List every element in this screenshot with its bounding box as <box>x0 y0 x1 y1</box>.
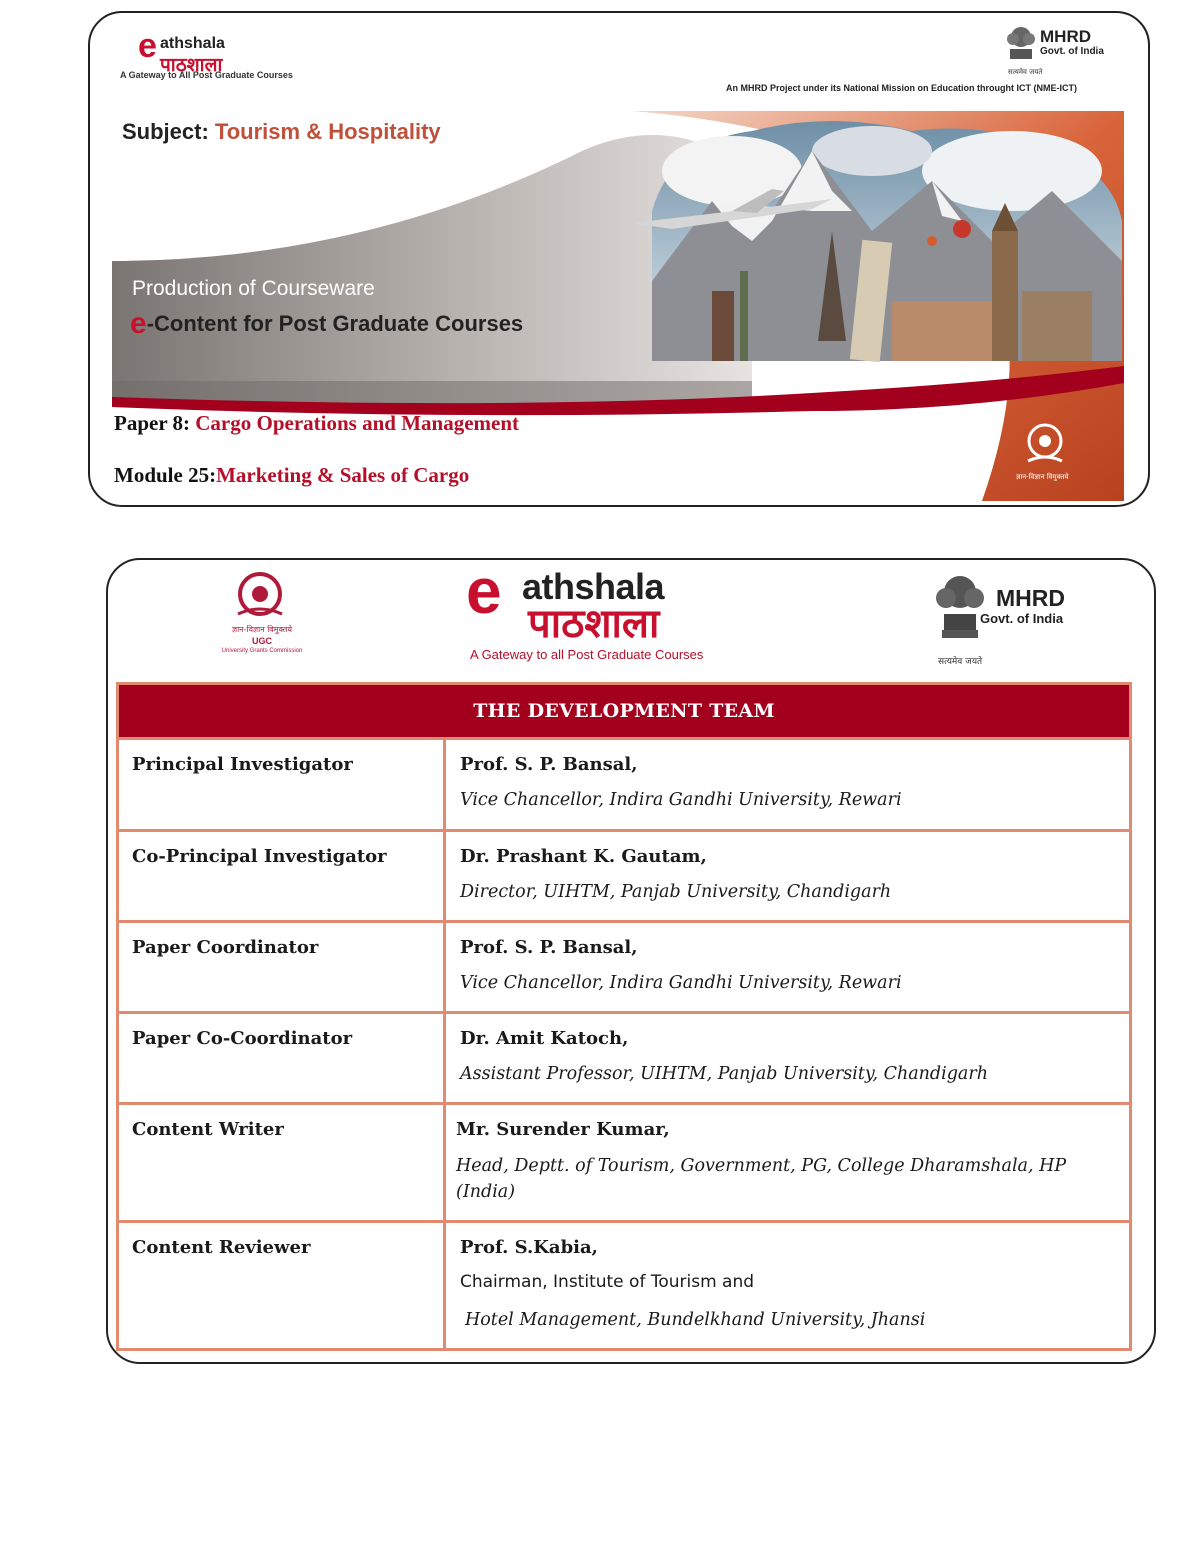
brand-tagline: A Gateway to All Post Graduate Courses <box>120 70 293 80</box>
table-row <box>118 922 1131 1013</box>
mhrd-title-large: MHRD <box>996 585 1065 611</box>
mhrd-motto-large: सत्यमेव जयते <box>938 657 983 667</box>
brand-name-hi-large: पाठशाला <box>528 602 660 646</box>
table-row <box>118 1013 1131 1104</box>
table-row <box>118 831 1131 922</box>
person-cell <box>445 1222 1131 1350</box>
emblem-icon <box>1004 23 1038 72</box>
econtent-text: -Content for Post Graduate Courses <box>146 311 524 336</box>
person-desc: Director, UIHTM, Panjab University, Chandigarh <box>460 882 892 902</box>
role-cell: Content Writer <box>118 1104 445 1222</box>
person-desc: Vice Chancellor, Indira Gandhi University, Rewari <box>460 973 902 993</box>
table-row <box>118 1222 1131 1350</box>
subject-value: Tourism & Hospitality <box>214 119 441 144</box>
team-heading: THE DEVELOPMENT TEAM <box>118 684 1131 739</box>
person-desc: Vice Chancellor, Indira Gandhi University, Rewari <box>460 790 902 810</box>
module-title: Marketing & Sales of Cargo <box>216 463 470 487</box>
brand-name-en-large: athshala <box>522 566 665 607</box>
table-row <box>118 739 1131 831</box>
project-line: An MHRD Project under its National Mission on Education throught ICT (NME-ICT) <box>726 83 1077 93</box>
role-cell: Paper Co-Coordinator <box>118 1013 445 1104</box>
subject-line <box>122 119 441 145</box>
econtent-line <box>130 307 523 341</box>
paper-label: Paper 8: <box>114 411 191 435</box>
person-name: Prof. S.Kabia, <box>460 1237 598 1258</box>
seal-caption: ज्ञान-विज्ञान विमुक्तये <box>1016 473 1069 481</box>
mhrd-subtitle: Govt. of India <box>1040 46 1104 57</box>
production-line: Production of Courseware <box>132 277 375 300</box>
subject-label: Subject: <box>122 119 209 144</box>
table-row <box>118 1104 1131 1222</box>
person-cell <box>445 1013 1131 1104</box>
ugc-hindi: ज्ञान-विज्ञान विमुक्तये <box>231 625 293 634</box>
person-name: Dr. Prashant K. Gautam, <box>460 846 707 867</box>
role-cell: Principal Investigator <box>118 739 445 831</box>
team-card <box>106 555 1156 1364</box>
person-cell <box>445 922 1131 1013</box>
epathshala-logo-large: e athshala पाठशाला <box>466 562 736 652</box>
ugc-full: University Grants Commission <box>221 648 303 654</box>
person-cell <box>445 739 1131 831</box>
person-name: Mr. Surender Kumar, <box>456 1119 670 1140</box>
person-desc: Chairman, Institute of Tourism and <box>460 1272 755 1292</box>
mhrd-motto: सत्यमेव जयते <box>1008 68 1043 76</box>
person-cell <box>445 831 1131 922</box>
person-desc: Assistant Professor, UIHTM, Panjab University, Chandigarh <box>460 1064 988 1084</box>
ugc-seal-icon <box>1020 423 1070 474</box>
module-line <box>114 463 469 488</box>
brand-name-en: athshala <box>160 35 225 52</box>
cover-banner <box>112 111 1124 501</box>
role-cell: Co-Principal Investigator <box>118 831 445 922</box>
brand-name-hi: पाठशाला <box>160 55 223 76</box>
development-team-table <box>116 682 1132 1351</box>
ugc-abbr: UGC <box>252 636 272 646</box>
role-cell: Content Reviewer <box>118 1222 445 1350</box>
table-header-row <box>118 684 1131 739</box>
mhrd-title: MHRD <box>1040 27 1091 46</box>
person-name: Prof. S. P. Bansal, <box>460 754 638 775</box>
ugc-logo-icon <box>230 570 290 625</box>
paper-title: Cargo Operations and Management <box>195 411 520 435</box>
paper-line <box>114 411 519 436</box>
person-desc: Head, Deptt. of Tourism, Government, PG, College Dharamshala, HP (India) <box>456 1156 1067 1203</box>
person-cell <box>445 1104 1131 1222</box>
emblem-icon-large <box>934 568 986 657</box>
person-name: Dr. Amit Katoch, <box>460 1028 629 1049</box>
e-icon: e <box>130 307 147 340</box>
person-desc-continued: Hotel Management, Bundelkhand University, Jhansi <box>465 1309 926 1330</box>
cover-card: e athshala पाठशाला A Gateway to All Post Graduate Courses MHRD Govt. of India सत्यमेव जयते An MHRD Project under its National Mission on Education throught ICT (NME-ICT) Subject: Tourism & Hospitality Production of Courseware e-Content for Post Graduate Courses Paper 8: Cargo Operations and Management Module 25:Marketing & Sales of Cargo ज्ञान-विज्ञान विमुक्तये <box>88 11 1150 507</box>
role-cell: Paper Coordinator <box>118 922 445 1013</box>
person-name: Prof. S. P. Bansal, <box>460 937 638 958</box>
brand-tagline-large: A Gateway to all Post Graduate Courses <box>470 647 704 662</box>
mhrd-subtitle-large: Govt. of India <box>980 611 1064 626</box>
module-label: Module 25: <box>114 463 217 487</box>
